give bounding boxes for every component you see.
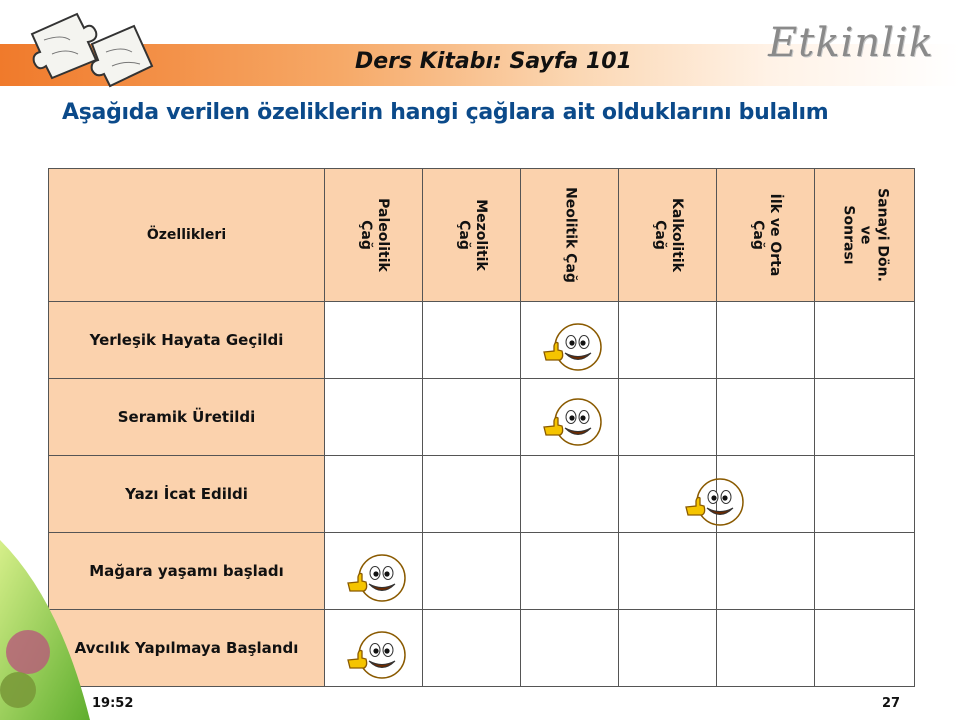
thumbs-up-smiley-icon xyxy=(682,477,748,527)
decorative-leaf-icon xyxy=(0,540,90,720)
activity-instruction: Aşağıda verilen özeliklerin hangi çağlara ait olduklarını bulalım xyxy=(62,100,829,125)
feature-label: Seramik Üretildi xyxy=(49,379,325,456)
table-row xyxy=(49,533,915,610)
era-label: Mezolitik Çağ xyxy=(455,199,489,271)
features-column-header: Özellikleri xyxy=(49,169,325,302)
era-label: Neolitik Çağ xyxy=(562,187,578,283)
table-row xyxy=(49,302,915,379)
puzzle-pieces-icon xyxy=(22,4,162,100)
table-row xyxy=(49,610,915,687)
feature-label: Mağara yaşamı başladı xyxy=(49,533,325,610)
era-header-mezolitik xyxy=(423,169,521,302)
era-header-kalkolitik xyxy=(619,169,717,302)
thumbs-up-smiley-icon xyxy=(540,322,606,372)
era-header-neolitik xyxy=(521,169,619,302)
textbook-page-label: Ders Kitabı: Sayfa 101 xyxy=(355,49,632,74)
page-number: 27 xyxy=(882,696,901,711)
table-row xyxy=(49,379,915,456)
era-header-ilk-orta xyxy=(717,169,815,302)
feature-label: Avcılık Yapılmaya Başlandı xyxy=(49,610,325,687)
era-label: Kalkolitik Çağ xyxy=(651,197,685,273)
era-label: Paleolitik Çağ xyxy=(357,198,391,272)
era-header-paleolitik xyxy=(325,169,423,302)
table-row xyxy=(49,456,915,533)
slide-time: 19:52 xyxy=(92,696,134,711)
feature-label: Yerleşik Hayata Geçildi xyxy=(49,302,325,379)
era-label: Sanayi Dön. ve Sonrası xyxy=(840,188,890,282)
feature-label: Yazı İcat Edildi xyxy=(49,456,325,533)
era-features-table xyxy=(48,168,915,687)
thumbs-up-smiley-icon xyxy=(344,630,410,680)
era-header-sanayi xyxy=(815,169,915,302)
era-label: İlk ve Orta Çağ xyxy=(749,193,783,277)
thumbs-up-smiley-icon xyxy=(540,397,606,447)
thumbs-up-smiley-icon xyxy=(344,553,410,603)
etkinlik-title: Etkinlik xyxy=(768,20,934,66)
